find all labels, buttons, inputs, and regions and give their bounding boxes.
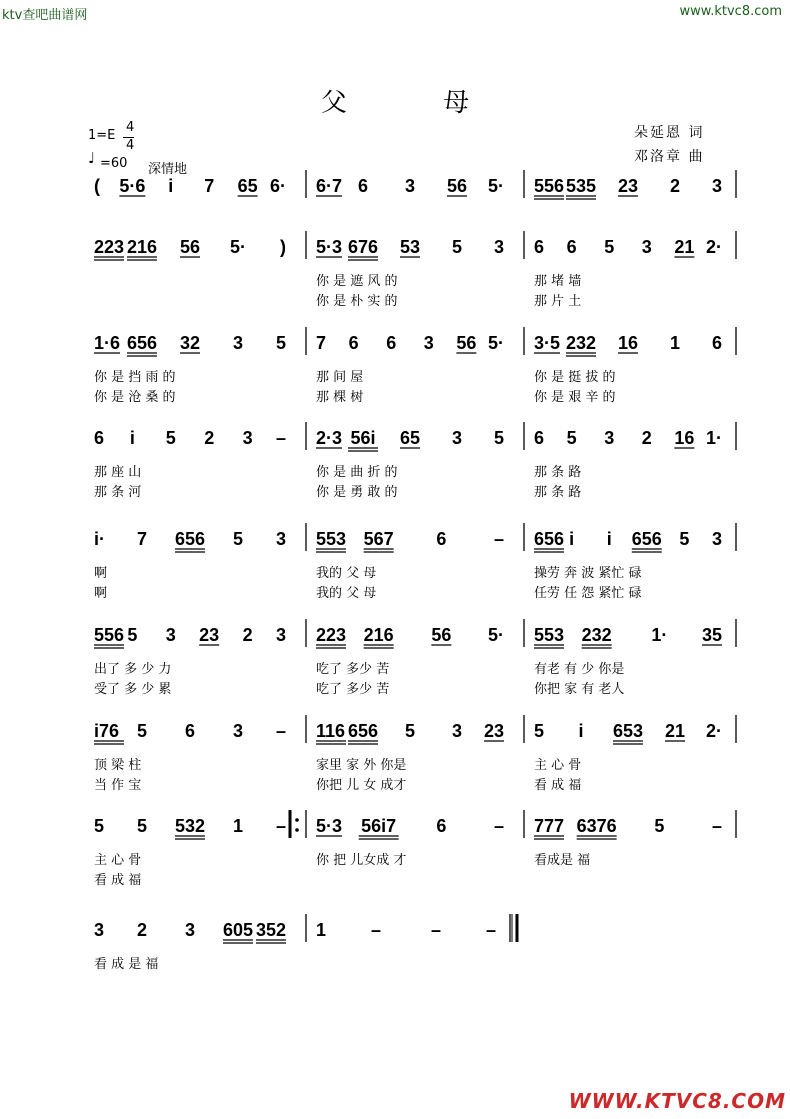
note-group: i: [569, 529, 575, 549]
lyric-line: 那 条 河: [94, 485, 142, 500]
lyric-line: 吃了 多少 苦: [316, 682, 390, 697]
note-group: 656: [126, 333, 158, 353]
lyric-line: 操劳 奔 波 紧忙 碌: [534, 566, 642, 581]
note-group: 35: [701, 625, 722, 645]
lyric-line: 那 条 路: [534, 465, 582, 480]
note-group: 6: [436, 816, 447, 836]
note-group: 65: [399, 428, 421, 448]
note-group: 3: [232, 721, 244, 741]
note-group: –: [275, 816, 286, 836]
note-group: 5: [566, 428, 577, 448]
note-group: 223: [316, 625, 347, 645]
lyric-line: 你 是 挡 雨 的: [94, 370, 176, 385]
note-group: 3: [165, 625, 176, 645]
lyric-line: 看 成 福: [94, 873, 142, 888]
note-group: 3: [275, 529, 286, 549]
note-group: 232: [581, 625, 612, 645]
note-group: i: [129, 428, 135, 448]
note-group: 1: [316, 920, 327, 940]
note-group: 5·3: [316, 237, 343, 257]
footer-watermark: WWW.KTVC8.COM: [568, 1089, 786, 1113]
lyric-line: 有老 有 少 你是: [534, 662, 625, 677]
note-group: 223: [94, 237, 125, 257]
note-group: –: [275, 721, 286, 741]
lyric-line: 顶 梁 柱: [94, 758, 142, 773]
note-group: 777: [534, 816, 565, 836]
note-group: 3: [184, 920, 196, 940]
note-group: 6·7: [316, 176, 343, 196]
note-group: 216: [363, 625, 394, 645]
note-group: 605: [222, 920, 254, 940]
lyric-line: 看 成 福: [534, 778, 582, 793]
note-group: 535: [565, 176, 597, 196]
note-group: 3: [423, 333, 434, 353]
note-group: 16: [674, 428, 695, 448]
note-group: 7: [204, 176, 215, 196]
time-signature-top: 4: [126, 120, 135, 135]
note-group: 2: [641, 428, 652, 448]
note-group: 3: [275, 625, 286, 645]
note-group: 567: [363, 529, 394, 549]
note-group: –: [275, 428, 286, 448]
lyric-line: 你 是 勇 敢 的: [316, 485, 398, 500]
note-group: 3: [493, 237, 504, 257]
note-group: 3: [94, 920, 105, 940]
note-group: –: [493, 816, 504, 836]
note-group: 23: [483, 721, 504, 741]
lyric-line: 你 是 遮 风 的: [316, 274, 398, 289]
note-group: 6: [348, 333, 359, 353]
lyric-line: 你 把 儿女成 才: [316, 853, 407, 868]
note-group: 21: [674, 237, 695, 257]
note-group: 6: [566, 237, 577, 257]
note-group: 23: [199, 625, 220, 645]
note-group: 2: [242, 625, 253, 645]
note-group: 3: [404, 176, 416, 196]
song-title: 父 母: [320, 88, 514, 118]
note-group: 23: [617, 176, 639, 196]
note-group: 1: [232, 816, 244, 836]
note-group: 6: [94, 428, 105, 448]
note-group: i: [168, 176, 174, 196]
note-group: 56: [456, 333, 477, 353]
note-group: 6: [184, 721, 196, 741]
note-group: 6: [534, 428, 545, 448]
lyric-line: 那 条 路: [534, 485, 582, 500]
lyric-line: 你 是 沧 桑 的: [94, 390, 176, 405]
note-group: 5·: [487, 625, 504, 645]
note-group: 6: [534, 237, 545, 257]
lyric-line: 主 心 骨: [94, 853, 142, 868]
note-group: 556: [534, 176, 565, 196]
note-group: ): [280, 237, 286, 257]
lyric-line: 你 是 曲 折 的: [316, 465, 398, 480]
note-group: 2·: [705, 721, 722, 741]
note-group: 3: [604, 428, 615, 448]
lyric-line: 主 心 骨: [534, 758, 582, 773]
lyric-line: 你 是 艰 辛 的: [534, 390, 616, 405]
note-group: 5: [451, 237, 463, 257]
note-group: 2: [669, 176, 681, 196]
note-group: 656: [534, 529, 565, 549]
note-group: 5: [94, 816, 105, 836]
note-group: i: [606, 529, 612, 549]
note-group: –: [493, 529, 504, 549]
time-signature-bottom: 4: [126, 138, 135, 153]
note-group: 5: [136, 816, 148, 836]
note-group: i76: [94, 721, 120, 741]
quarter-note-icon: ♩: [88, 149, 96, 167]
note-group: (: [94, 176, 100, 196]
note-group: 2: [136, 920, 148, 940]
note-group: 216: [126, 237, 158, 257]
note-group: 5·3: [316, 816, 343, 836]
note-group: 16: [617, 333, 639, 353]
note-group: 5: [654, 816, 665, 836]
note-group: 1·6: [94, 333, 121, 353]
lyricist-credit: 朵延恩 词: [634, 125, 705, 141]
note-group: 6376: [576, 816, 617, 836]
lyric-line: 那 间 屋: [316, 370, 364, 385]
lyric-line: 那 片 土: [534, 294, 582, 309]
lyric-line: 看成是 福: [534, 853, 591, 868]
note-group: 3: [451, 428, 463, 448]
note-group: 656: [347, 721, 379, 741]
note-group: 56i: [350, 428, 376, 448]
note-group: 5: [275, 333, 286, 353]
note-group: 56i7: [361, 816, 397, 836]
note-group: 2·3: [316, 428, 343, 448]
note-group: 5: [404, 721, 416, 741]
repeat-dot: [295, 818, 299, 822]
note-group: 656: [631, 529, 662, 549]
lyric-line: 任劳 任 怨 紧忙 碌: [534, 586, 642, 601]
note-group: 532: [174, 816, 206, 836]
lyric-line: 我的 父 母: [316, 586, 377, 601]
note-group: i: [578, 721, 584, 741]
note-group: 3·5: [534, 333, 561, 353]
note-group: 352: [255, 920, 286, 940]
note-group: 2: [204, 428, 215, 448]
note-group: 6·: [269, 176, 286, 196]
note-group: 3: [641, 237, 652, 257]
note-group: 56: [179, 237, 201, 257]
lyric-line: 看 成 是 福: [94, 957, 159, 972]
note-group: 5·: [487, 333, 504, 353]
tempo-marking: =60: [100, 156, 128, 171]
site-watermark: ktv查吧曲谱网: [2, 8, 88, 23]
note-group: 56: [431, 625, 452, 645]
note-group: 32: [179, 333, 201, 353]
note-group: 6: [357, 176, 369, 196]
repeat-dot: [295, 828, 299, 832]
note-group: 5: [165, 428, 176, 448]
note-group: 116: [316, 721, 346, 741]
note-group: –: [711, 816, 722, 836]
lyric-line: 那 堵 墙: [534, 274, 582, 289]
note-group: 6: [711, 333, 722, 353]
note-group: 3: [232, 333, 244, 353]
note-group: 53: [399, 237, 421, 257]
note-group: 556: [94, 625, 125, 645]
note-group: 3: [242, 428, 253, 448]
note-group: 56: [446, 176, 468, 196]
note-group: 553: [534, 625, 565, 645]
note-group: –: [430, 920, 442, 940]
key-signature: 1=E: [88, 128, 116, 143]
note-group: 3: [711, 529, 722, 549]
expression-marking: 深情地: [148, 162, 188, 177]
note-group: i·: [94, 529, 105, 549]
site-url-watermark: www.ktvc8.com: [679, 4, 782, 19]
note-group: 7: [316, 333, 327, 353]
lyric-line: 那 棵 树: [316, 390, 364, 405]
lyric-line: 受了 多 少 累: [94, 682, 172, 697]
note-group: 5: [604, 237, 615, 257]
note-group: 5·6: [119, 176, 146, 196]
lyric-line: 吃了 多少 苦: [316, 662, 390, 677]
note-group: 21: [664, 721, 686, 741]
note-group: 5: [534, 721, 545, 741]
note-group: 65: [237, 176, 258, 196]
note-group: 1·: [705, 428, 722, 448]
note-group: 5: [493, 428, 504, 448]
note-group: 3: [711, 176, 722, 196]
lyric-line: 啊: [94, 566, 108, 581]
note-group: 232: [565, 333, 597, 353]
lyric-line: 啊: [94, 586, 108, 601]
composer-credit: 邓洛章 曲: [634, 149, 705, 165]
lyric-line: 我的 父 母: [316, 566, 377, 581]
note-group: 5: [232, 529, 244, 549]
lyric-line: 你 是 挺 拔 的: [534, 370, 616, 385]
lyric-line: 家里 家 外 你是: [316, 758, 407, 773]
note-group: 5·: [229, 237, 247, 257]
note-group: –: [485, 920, 496, 940]
note-group: 5: [127, 625, 138, 645]
lyric-line: 当 作 宝: [94, 778, 142, 793]
note-group: –: [370, 920, 382, 940]
note-group: 656: [174, 529, 206, 549]
note-group: 1·: [651, 625, 668, 645]
lyric-line: 那 座 山: [94, 465, 142, 480]
note-group: 6: [386, 333, 397, 353]
note-group: 3: [451, 721, 463, 741]
note-group: 553: [316, 529, 347, 549]
lyric-line: 你 是 朴 实 的: [316, 294, 398, 309]
note-group: 1: [669, 333, 681, 353]
note-group: 2·: [705, 237, 722, 257]
note-group: 7: [136, 529, 148, 549]
note-group: 676: [347, 237, 379, 257]
note-group: 653: [612, 721, 644, 741]
lyric-line: 出了 多 少 力: [94, 662, 172, 677]
note-group: 5: [136, 721, 148, 741]
lyric-line: 你把 儿 女 成才: [316, 778, 407, 793]
note-group: 5·: [487, 176, 504, 196]
note-group: 6: [436, 529, 447, 549]
note-group: 5: [679, 529, 690, 549]
lyric-line: 你把 家 有 老人: [534, 682, 625, 697]
